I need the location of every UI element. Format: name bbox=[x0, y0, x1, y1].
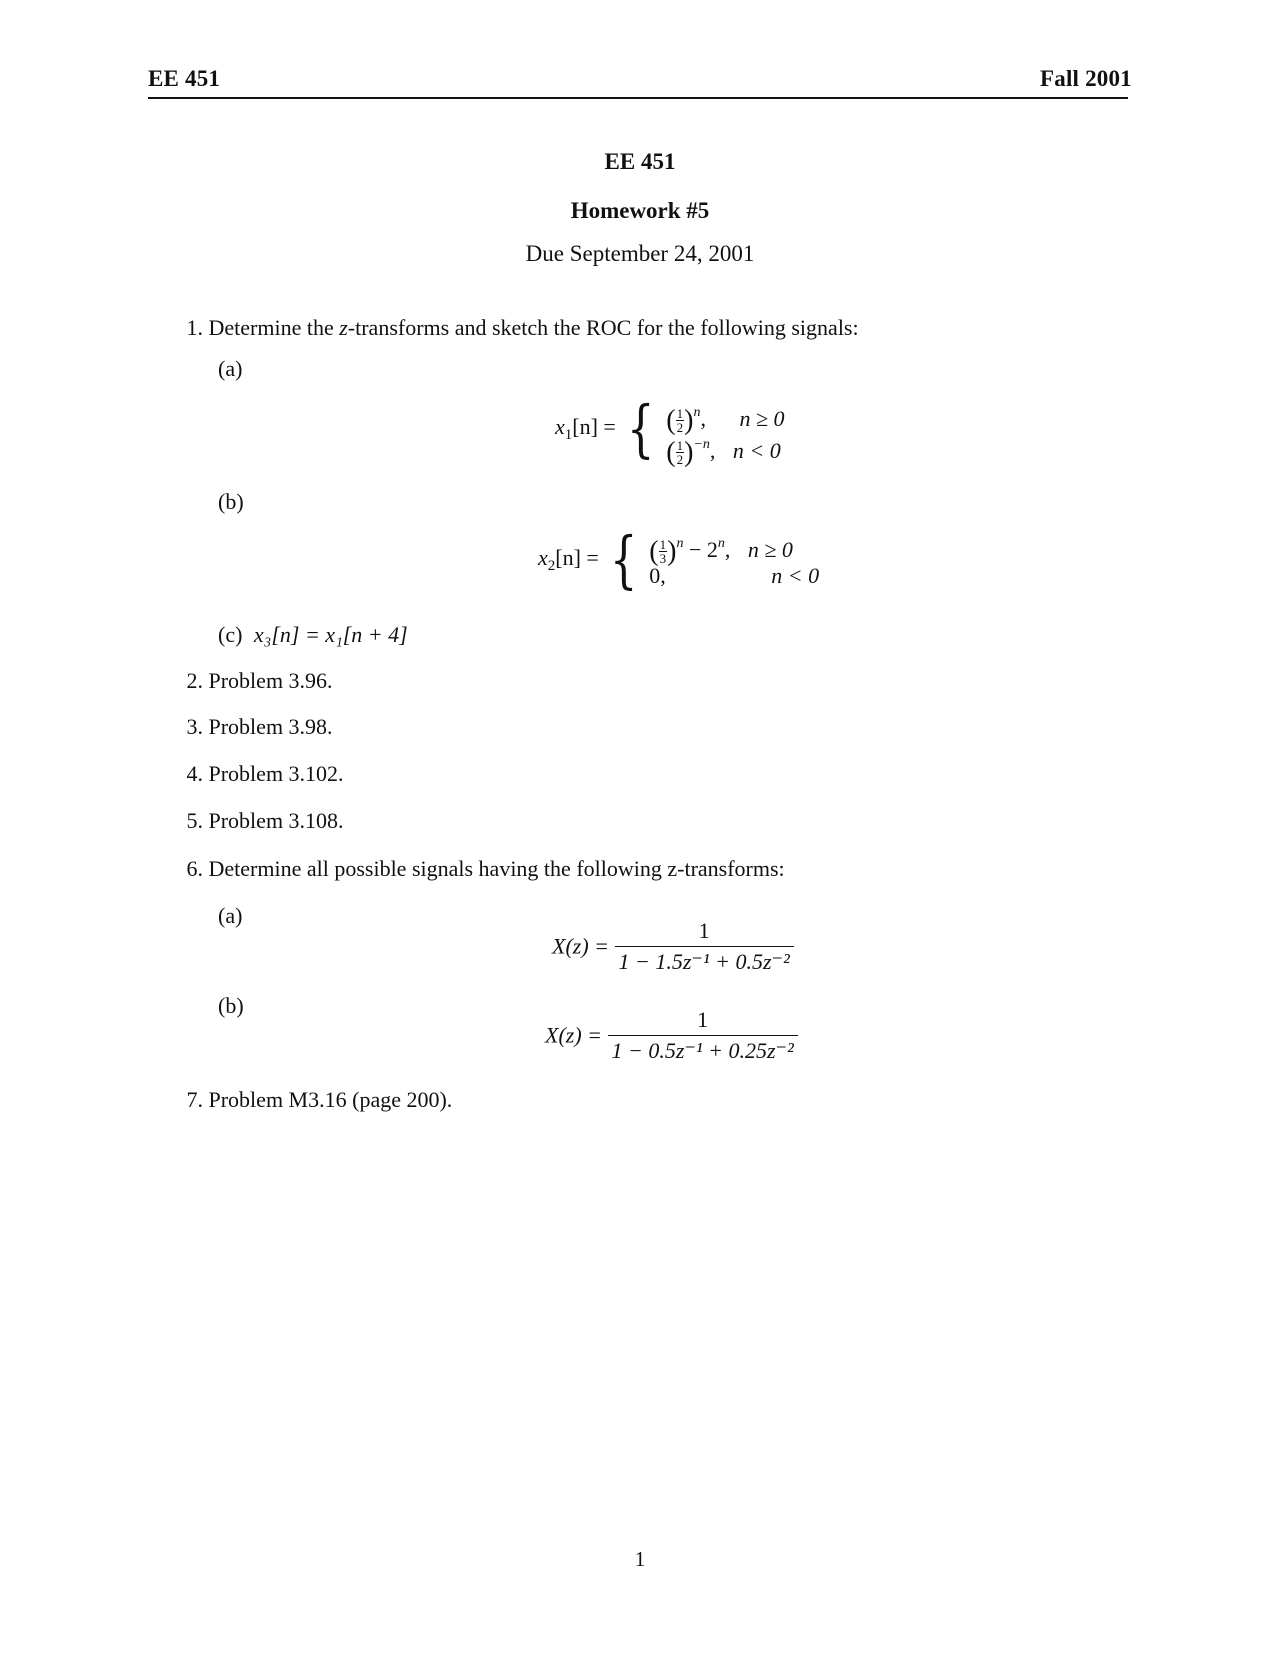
problem-2 bbox=[175, 668, 333, 694]
header-course: EE 451 bbox=[148, 66, 221, 91]
equation-1b bbox=[538, 523, 820, 596]
header-rule bbox=[148, 97, 1128, 99]
eq1b-case1-tail-exp: n bbox=[717, 536, 725, 551]
problem-5 bbox=[175, 808, 344, 834]
problem-6-text: Determine all possible signals having the following z-transforms: bbox=[208, 856, 785, 881]
problem-1c bbox=[218, 622, 408, 648]
eq1b-lhs-rest: [n] = bbox=[555, 545, 599, 571]
problem-6-number: 6. bbox=[186, 856, 203, 881]
page-number: 1 bbox=[634, 1547, 646, 1571]
document-course: EE 451 bbox=[604, 149, 676, 174]
problem-1-text-post: -transforms and sketch the ROC for the following signals: bbox=[347, 315, 859, 340]
eq1a-lhs: x bbox=[555, 414, 565, 440]
eq1a-brace: { bbox=[627, 392, 655, 465]
problem-1c-expr: x₃[n] = x₁[n + 4] bbox=[253, 622, 408, 647]
eq6a-denominator: 1 − 1.5z⁻¹ + 0.5z⁻² bbox=[618, 949, 790, 974]
eq6a-numerator: 1 bbox=[615, 918, 794, 947]
eq1b-case2-cond: n < 0 bbox=[771, 563, 820, 588]
equation-6b bbox=[545, 1007, 798, 1064]
eq1a-case2-exp: −n bbox=[693, 437, 710, 452]
document-title: Homework #5 bbox=[570, 198, 710, 223]
eq1a-cases: ( $\frac{1}{2}$ )$^n$, n ≥ 0 ( $\frac{1}{2}$ )$^{-n}$, n < 0 bbox=[666, 404, 785, 468]
problem-1b-label: (b) bbox=[218, 489, 244, 514]
eq6b-denominator: 1 − 0.5z⁻¹ + 0.25z⁻² bbox=[611, 1038, 794, 1063]
eq1b-case1-base: $\frac{1}{3}$ bbox=[659, 537, 667, 567]
eq1a-case1-cond: n ≥ 0 bbox=[739, 406, 785, 431]
problem-1-var: z bbox=[339, 315, 348, 340]
problem-2-number: 2. bbox=[186, 668, 203, 693]
problem-6 bbox=[175, 856, 785, 882]
problem-5-number: 5. bbox=[186, 808, 203, 833]
problem-1-text-pre: Determine the bbox=[208, 315, 340, 340]
problem-7-text: Problem M3.16 (page 200). bbox=[208, 1087, 453, 1112]
eq1a-lhs-rest: [n] = bbox=[572, 414, 616, 440]
problem-3 bbox=[175, 714, 333, 740]
problem-1a-label: (a) bbox=[218, 356, 243, 381]
problem-7-number: 7. bbox=[186, 1087, 203, 1112]
problem-2-text: Problem 3.96. bbox=[208, 668, 333, 693]
problem-6b-label: (b) bbox=[218, 993, 244, 1018]
eq6b-numerator: 1 bbox=[608, 1007, 798, 1036]
eq1a-case1-base: $\frac{1}{2}$ bbox=[676, 406, 684, 436]
eq6b-fraction bbox=[608, 1007, 798, 1064]
problem-3-text: Problem 3.98. bbox=[208, 714, 333, 739]
eq1b-case1-exp: n bbox=[676, 536, 684, 551]
equation-6a bbox=[552, 918, 794, 975]
eq1b-case1-tail: − 2 bbox=[688, 537, 718, 562]
problem-1c-label: (c) bbox=[218, 622, 243, 647]
problem-1 bbox=[175, 315, 859, 341]
eq1b-brace: { bbox=[610, 523, 638, 596]
problem-4-text: Problem 3.102. bbox=[208, 761, 344, 786]
problem-1-number: 1. bbox=[186, 315, 203, 340]
eq1b-lhs-sub: 2 bbox=[547, 558, 556, 575]
eq6a-lhs: X(z) = bbox=[552, 933, 609, 959]
problem-5-text: Problem 3.108. bbox=[208, 808, 344, 833]
eq1a-case1-exp: n bbox=[693, 405, 701, 420]
eq6a-fraction bbox=[615, 918, 794, 975]
eq1a-case2-cond: n < 0 bbox=[732, 438, 781, 463]
problem-4-number: 4. bbox=[186, 761, 203, 786]
eq6b-lhs: X(z) = bbox=[545, 1022, 602, 1048]
eq1a-lhs-sub: 1 bbox=[564, 427, 573, 444]
problem-4 bbox=[175, 761, 344, 787]
equation-1a bbox=[555, 392, 785, 468]
eq1a-case2-base: $\frac{1}{2}$ bbox=[676, 438, 684, 468]
problem-7 bbox=[175, 1087, 452, 1113]
due-date: Due September 24, 2001 bbox=[525, 241, 755, 266]
eq1b-cases: ( $\frac{1}{3}$ )$^n - 2^n$, n ≥ 0 0, n < 0 bbox=[649, 535, 820, 588]
problem-3-number: 3. bbox=[186, 714, 203, 739]
eq1b-case1-cond: n ≥ 0 bbox=[747, 537, 793, 562]
problem-6a-label: (a) bbox=[218, 903, 243, 928]
eq1b-lhs: x bbox=[538, 545, 548, 571]
header-term: Fall 2001 bbox=[1040, 66, 1132, 91]
eq1b-case2-val: 0, bbox=[649, 563, 666, 588]
